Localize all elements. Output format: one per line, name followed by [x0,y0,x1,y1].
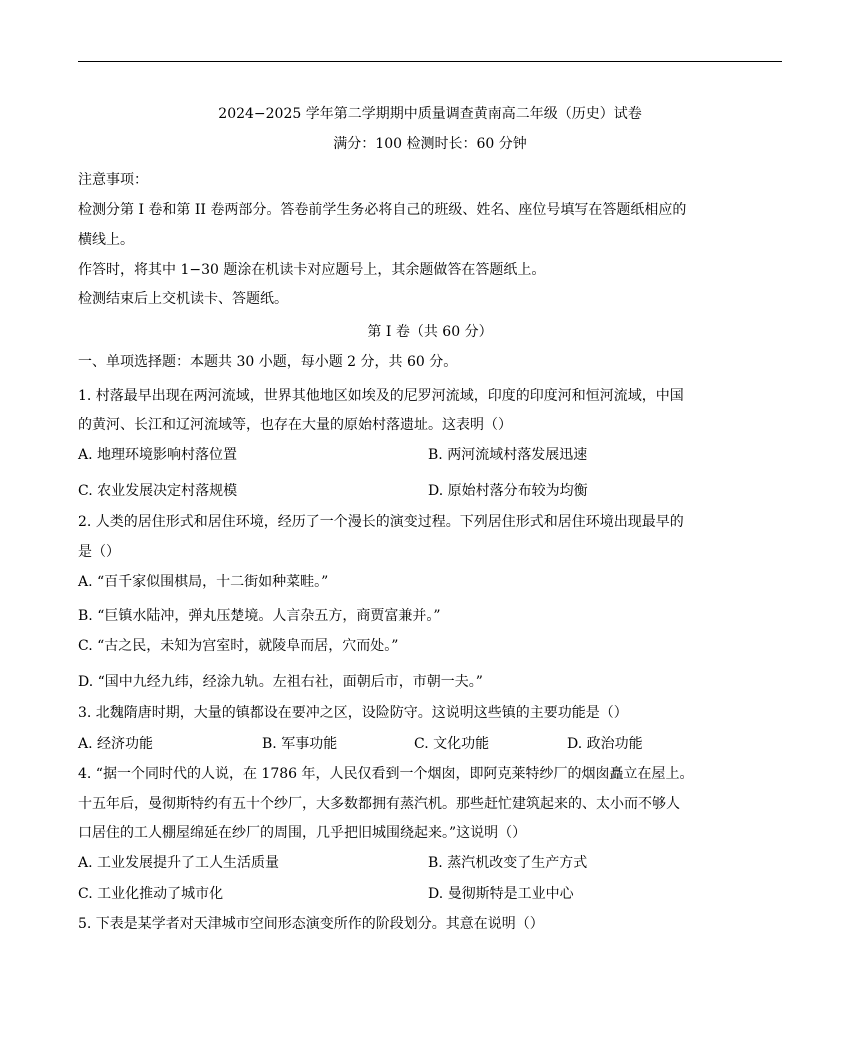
notes-heading: 注意事项： [78,172,148,188]
q2-option-a: A. “百千家似围棋局，十二街如种菜畦。” [78,574,329,590]
q3-stem: 3. 北魏隋唐时期，大量的镇都设在要冲之区，设险防守。这说明这些镇的主要功能是（） [78,705,628,721]
q5-stem: 5. 下表是某学者对天津城市空间形态演变所作的阶段划分。其意在说明（） [78,916,544,932]
q1-stem: 1. 村落最早出现在两河流域，世界其他地区如埃及的尼罗河流域，印度的印度河和恒河流域，中国 [78,388,684,404]
q3-option-c: C. 文化功能 [414,736,490,752]
q4-stem-cont-2: 口居住的工人棚屋绵延在纱厂的周围，几乎把旧城围绕起来。”这说明（） [78,825,527,841]
q3-option-b: B. 军事功能 [262,736,338,752]
q1-option-d: D. 原始村落分布较为均衡 [428,483,588,499]
q2-stem-cont: 是（） [78,544,120,560]
exam-title: 2024−2025 学年第二学期期中质量调查黄南高二年级（历史）试卷 [218,106,642,122]
q1-option-a: A. 地理环境影响村落位置 [78,447,238,463]
q3-option-d: D. 政治功能 [567,736,643,752]
header-rule [78,61,782,62]
q2-stem: 2. 人类的居住形式和居住环境，经历了一个漫长的演变过程。下列居住形式和居住环境出现最早的 [78,514,684,530]
notes-line-1: 检测分第 I 卷和第 II 卷两部分。答卷前学生务必将自己的班级、姓名、座位号填写在答题纸相应的 [78,202,687,218]
q1-stem-cont: 的黄河、长江和辽河流域等，也存在大量的原始村落遗址。这表明（） [78,417,512,433]
q4-stem-cont-1: 十五年后，曼彻斯特约有五十个纱厂，大多数都拥有蒸汽机。那些赶忙建筑起来的、太小而不够人 [78,796,680,812]
q4-stem: 4. “据一个同时代的人说，在 1786 年，人民仅看到一个烟囱，即阿克莱特纱厂的烟囱矗立在屋上。 [78,766,694,782]
q2-option-b: B. “巨镇水陆冲，弹丸压楚境。人言杂五方，商贾富兼并。” [78,608,441,624]
q2-option-c: C. “古之民，未知为宫室时，就陵阜而居，穴而处。” [78,638,399,654]
q4-option-c: C. 工业化推动了城市化 [78,886,224,902]
section-instruction: 一、单项选择题：本题共 30 小题，每小题 2 分，共 60 分。 [78,354,458,370]
q4-option-a: A. 工业发展提升了工人生活质量 [78,855,280,871]
q3-option-a: A. 经济功能 [78,736,154,752]
notes-line-2: 作答时，将其中 1−30 题涂在机读卡对应题号上，其余题做答在答题纸上。 [78,262,546,278]
exam-subtitle: 满分：100 检测时长：60 分钟 [333,136,527,152]
q4-option-d: D. 曼彻斯特是工业中心 [428,886,574,902]
q1-option-b: B. 两河流域村落发展迅速 [428,447,588,463]
notes-line-1-cont: 横线上。 [78,232,134,248]
notes-line-3: 检测结束后上交机读卡、答题纸。 [78,291,288,307]
q4-option-b: B. 蒸汽机改变了生产方式 [428,855,588,871]
q1-option-c: C. 农业发展决定村落规模 [78,483,238,499]
section-title: 第 I 卷（共 60 分） [367,324,493,340]
q2-option-d: D. “国中九经九纬，经涂九轨。左祖右社，面朝后市，市朝一夫。” [78,674,483,690]
